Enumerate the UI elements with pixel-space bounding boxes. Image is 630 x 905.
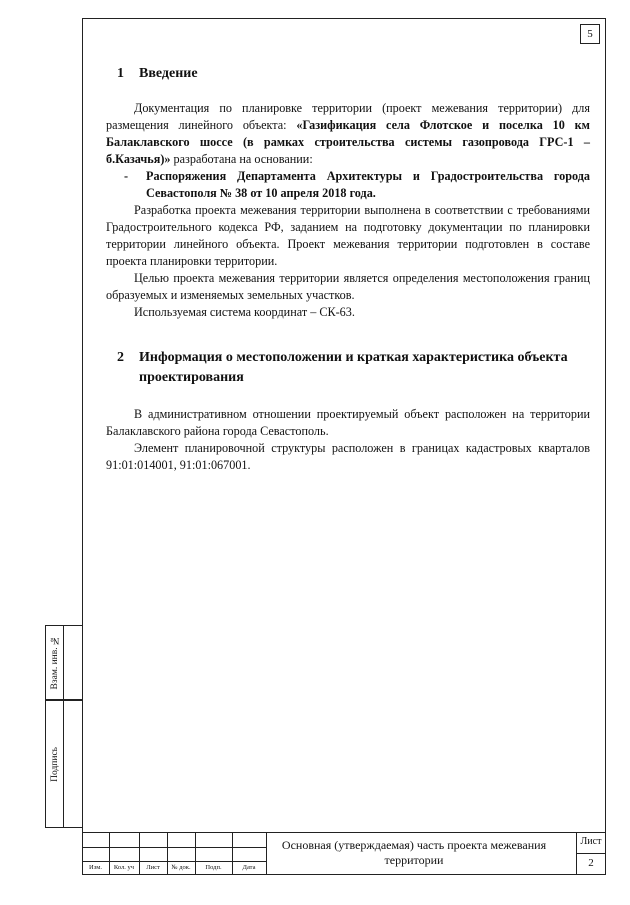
- podpis-label: Подпись: [50, 746, 60, 782]
- sheet-number: 2: [588, 857, 594, 869]
- para1-text-start: Документация по планировке территории (проект межевания территории) для размещения линейного объекта:: [106, 101, 590, 132]
- col-label-n-dok: № док.: [171, 864, 191, 871]
- section2-title: Информация о местоположении и краткая характеристика объекта проектирования: [139, 350, 568, 385]
- section1-bullet: [106, 168, 590, 202]
- bullet-text: Распоряжения Департамента Архитектуры и Градостроительства города Севастополя № 38 от 10 апреля 2018 года.: [146, 169, 590, 200]
- section1-paragraph-1: [106, 100, 590, 168]
- vzam-inv-label: Взам. инв. №: [50, 635, 60, 690]
- section1-paragraph-4: Используемая система координат – СК-63.: [134, 305, 355, 319]
- section1-heading: [117, 64, 587, 84]
- margin-stamp-vzam: [45, 625, 83, 700]
- section2-heading: [117, 348, 592, 388]
- section1-title: Введение: [139, 66, 198, 81]
- section2-paragraph-2: Элемент планировочной структуры расположен в границах кадастровых кварталов 91:01:014001, 91:01:067001.: [106, 441, 590, 472]
- col-label-kol-uch: Кол. уч: [113, 864, 135, 871]
- sheet-label: Лист: [580, 836, 602, 847]
- col-label-izm: Изм.: [89, 864, 102, 871]
- margin-stamp-podpis: [45, 700, 83, 828]
- para1-object-name: «Газификация села Флотское и поселка 10 км Балаклавского шоссе (в рамках строительства системы газопровода ГРС-1 – б.Казачья)»: [106, 118, 590, 166]
- section2-number: 2: [117, 350, 124, 365]
- para1-text-end: разработана на основании:: [170, 152, 313, 166]
- document-title: Основная (утверждаемая) часть проекта межевания территории: [281, 838, 547, 867]
- section1-paragraph-3: Целью проекта межевания территории является определения местоположения границ образуемых и изменяемых земельных участков.: [106, 271, 590, 302]
- title-block: [82, 832, 606, 875]
- section2-paragraph-1: В административном отношении проектируемый объект расположен на территории Балаклавского района города Севастополь.: [106, 407, 590, 438]
- section1-number: 1: [117, 66, 124, 81]
- page-number: 5: [580, 24, 600, 44]
- col-label-data: Дата: [242, 864, 256, 871]
- col-label-list: Лист: [146, 864, 160, 871]
- bullet-marker: -: [124, 169, 129, 183]
- section1-paragraph-2: Разработка проекта межевания территории выполнена в соответствии с требованиями Градостроительного кодекса РФ, заданием на подготовку документации по планировки территории линейного объекта. Проект межевания территории подготовлен в составе проекта планировки территории.: [106, 203, 590, 268]
- col-label-podp: Подп.: [205, 864, 222, 871]
